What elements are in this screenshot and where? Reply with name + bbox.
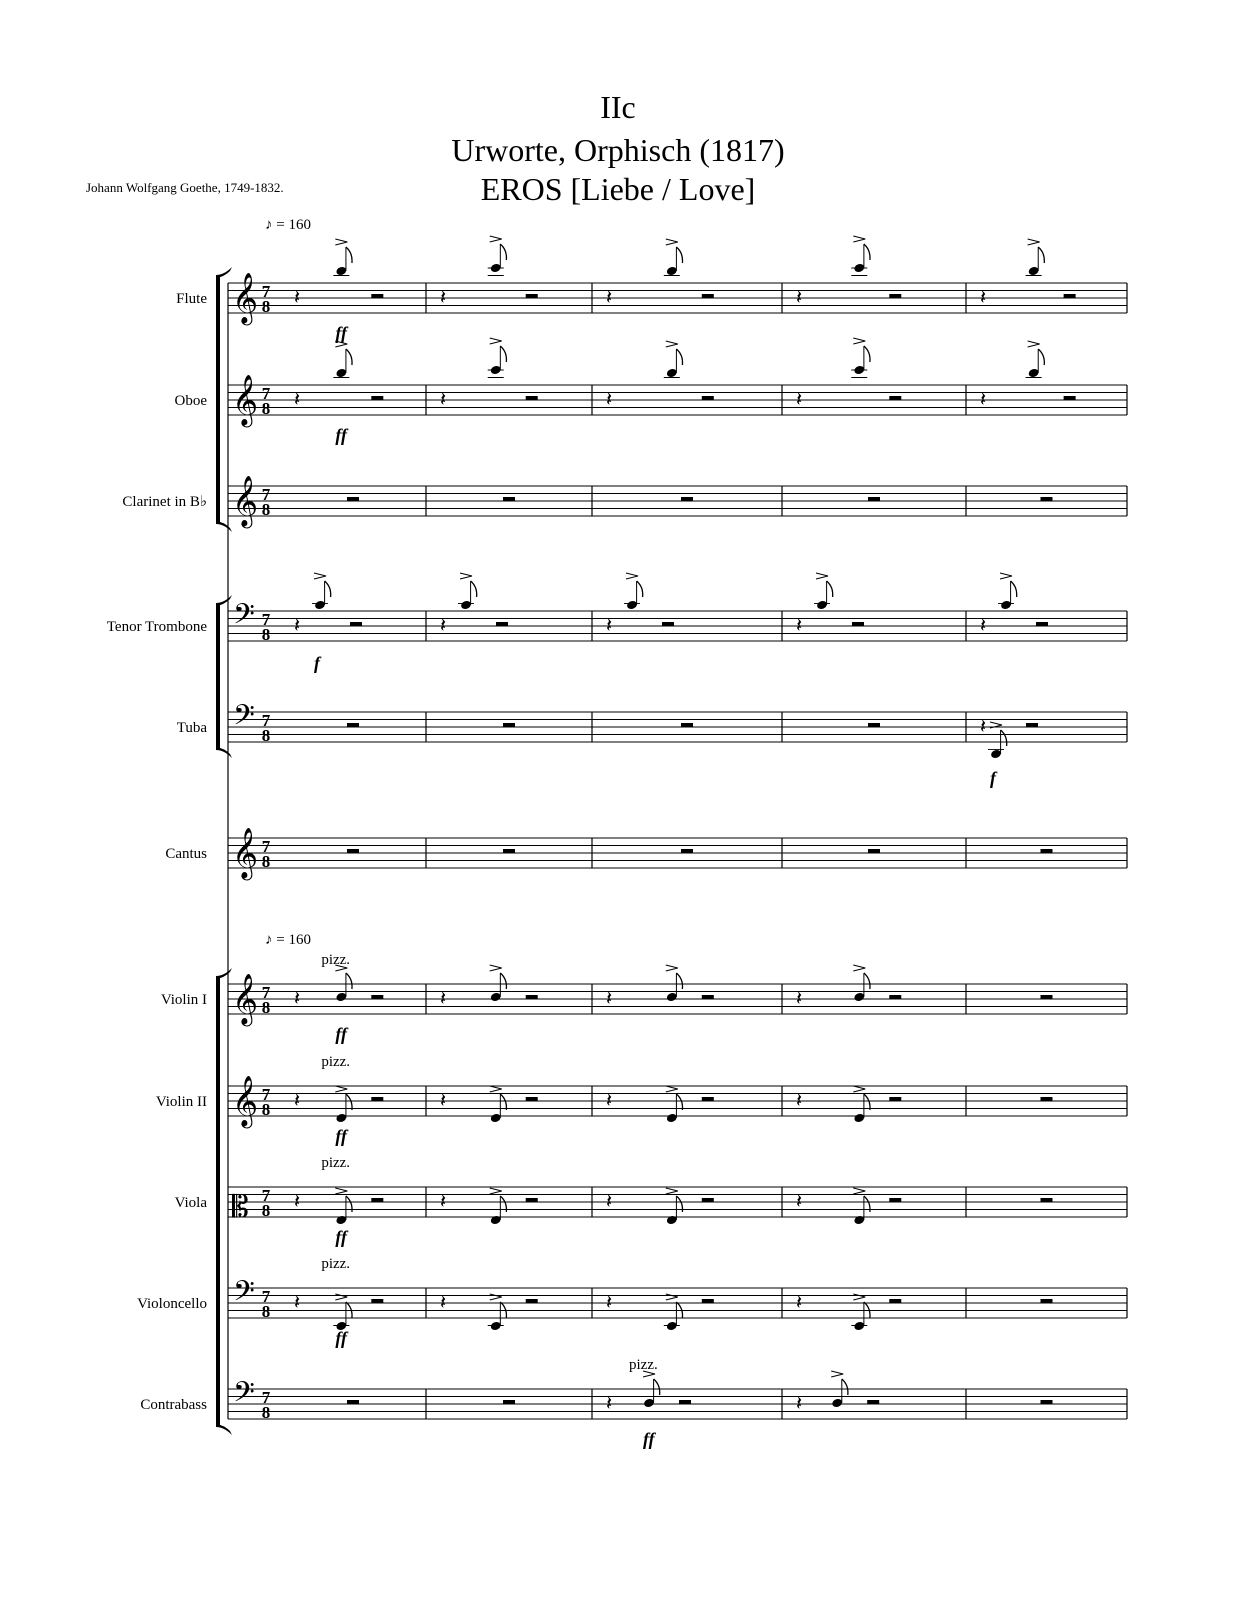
- note-flag: [500, 1302, 506, 1318]
- quarter-rest: 𝄽: [796, 1393, 803, 1415]
- half-rest: [702, 1198, 714, 1202]
- half-rest: [702, 294, 714, 298]
- quarter-rest: 𝄽: [294, 988, 301, 1010]
- half-rest: [371, 1097, 383, 1101]
- accent-mark: [490, 1086, 502, 1092]
- quarter-rest: 𝄽: [294, 1090, 301, 1112]
- time-signature-denominator: 8: [261, 625, 271, 644]
- accent-mark: [490, 1188, 502, 1194]
- accent-mark: [831, 1371, 843, 1377]
- time-signature-numerator: 7: [261, 837, 271, 856]
- accent-mark: [816, 573, 828, 579]
- quarter-rest: 𝄽: [606, 1191, 613, 1213]
- half-rest: [526, 1299, 538, 1303]
- accent-mark: [460, 573, 472, 579]
- measure-rest: [1041, 1299, 1053, 1303]
- time-signature-denominator: 8: [261, 1403, 271, 1422]
- accent-mark: [335, 1086, 347, 1092]
- quarter-rest: 𝄽: [440, 615, 447, 637]
- instrument-name: Violin I: [160, 992, 207, 1008]
- note-flag: [676, 349, 682, 365]
- bass-clef-icon: 𝄢: [233, 701, 255, 738]
- accent-mark: [853, 236, 865, 242]
- technique-marking: pizz.: [321, 1054, 351, 1070]
- bracket-cap-bottom-3: [216, 1424, 232, 1435]
- accent-mark: [853, 338, 865, 344]
- measure-rest: [681, 723, 693, 727]
- note-flag: [864, 973, 870, 989]
- time-signature-numerator: 7: [261, 1388, 271, 1407]
- half-rest: [1064, 294, 1076, 298]
- bass-clef-icon: 𝄢: [233, 600, 255, 637]
- dynamic-marking: ff: [335, 425, 347, 445]
- quarter-rest: 𝄽: [440, 1191, 447, 1213]
- note-flag: [676, 1094, 682, 1110]
- time-signature-numerator: 7: [261, 610, 271, 629]
- note-flag: [864, 1302, 870, 1318]
- quarter-rest: 𝄽: [294, 287, 301, 309]
- time-signature-denominator: 8: [261, 852, 271, 871]
- tempo-marking-winds: ♪ = 160: [265, 217, 311, 233]
- accent-mark: [490, 338, 502, 344]
- treble-clef-icon: 𝄞: [232, 1076, 259, 1126]
- instrument-name: Violoncello: [137, 1296, 207, 1312]
- accent-mark: [1000, 573, 1012, 579]
- accent-mark: [666, 239, 678, 245]
- dynamic-marking: ff: [643, 1429, 655, 1449]
- dynamic-marking: ff: [335, 1227, 347, 1247]
- half-rest: [526, 995, 538, 999]
- quarter-rest: 𝄽: [440, 988, 447, 1010]
- dynamic-marking: ff: [335, 1328, 347, 1348]
- treble-clef-icon: 𝄞: [232, 375, 259, 425]
- time-signature-denominator: 8: [261, 1100, 271, 1119]
- instrument-name: Flute: [176, 291, 207, 307]
- bass-clef-icon: 𝄢: [233, 1378, 255, 1415]
- quarter-rest: 𝄽: [796, 1292, 803, 1314]
- note-flag: [676, 1302, 682, 1318]
- quarter-rest: 𝄽: [294, 1292, 301, 1314]
- half-rest: [889, 294, 901, 298]
- note-flag: [500, 244, 506, 260]
- dynamic-marking: f: [314, 653, 320, 673]
- note-flag: [500, 973, 506, 989]
- note-flag: [500, 346, 506, 362]
- accent-mark: [490, 1294, 502, 1300]
- quarter-rest: 𝄽: [980, 716, 987, 738]
- note-flag: [864, 1094, 870, 1110]
- accent-mark: [666, 1188, 678, 1194]
- half-rest: [1036, 622, 1048, 626]
- accent-mark: [626, 573, 638, 579]
- technique-marking: pizz.: [321, 1256, 351, 1272]
- accent-mark: [490, 965, 502, 971]
- accent-mark: [335, 239, 347, 245]
- quarter-rest: 𝄽: [606, 389, 613, 411]
- measure-rest: [1041, 849, 1053, 853]
- measure-rest: [1041, 1400, 1053, 1404]
- accent-mark: [1028, 341, 1040, 347]
- instrument-name: Cantus: [165, 846, 207, 862]
- bracket-cap-top-1: [216, 595, 232, 606]
- half-rest: [702, 1299, 714, 1303]
- half-rest: [852, 622, 864, 626]
- measure-rest: [347, 497, 359, 501]
- instrument-name: Tuba: [176, 720, 207, 736]
- time-signature-numerator: 7: [261, 983, 271, 1002]
- quarter-rest: 𝄽: [606, 1090, 613, 1112]
- half-rest: [371, 995, 383, 999]
- accent-mark: [314, 573, 326, 579]
- instrument-name: Violin II: [155, 1094, 207, 1110]
- instrument-name: Contrabass: [140, 1397, 207, 1413]
- alto-clef-icon: 𝄡: [232, 1191, 249, 1224]
- accent-mark: [666, 341, 678, 347]
- quarter-rest: 𝄽: [606, 1292, 613, 1314]
- quarter-rest: 𝄽: [796, 1191, 803, 1213]
- time-signature-numerator: 7: [261, 1085, 271, 1104]
- dynamic-marking: ff: [335, 323, 347, 343]
- measure-rest: [347, 1400, 359, 1404]
- quarter-rest: 𝄽: [796, 389, 803, 411]
- half-rest: [679, 1400, 691, 1404]
- measure-rest: [681, 849, 693, 853]
- note-flag: [864, 346, 870, 362]
- half-rest: [867, 1400, 879, 1404]
- quarter-rest: 𝄽: [796, 615, 803, 637]
- quarter-rest: 𝄽: [294, 615, 301, 637]
- note-flag: [346, 247, 352, 263]
- measure-rest: [1041, 1198, 1053, 1202]
- technique-marking: pizz.: [321, 1155, 351, 1171]
- accent-mark: [335, 1188, 347, 1194]
- quarter-rest: 𝄽: [980, 287, 987, 309]
- bracket-group-0: [216, 275, 220, 524]
- note-flag: [471, 581, 477, 597]
- quarter-rest: 𝄽: [294, 1191, 301, 1213]
- time-signature-denominator: 8: [261, 1201, 271, 1220]
- note-flag: [1038, 247, 1044, 263]
- note-flag: [827, 581, 833, 597]
- measure-rest: [503, 1400, 515, 1404]
- bracket-cap-bottom-1: [216, 747, 232, 758]
- half-rest: [702, 1097, 714, 1101]
- half-rest: [889, 1097, 901, 1101]
- technique-marking: pizz.: [629, 1357, 658, 1373]
- dynamic-marking: ff: [335, 1126, 347, 1146]
- bass-clef-icon: 𝄢: [233, 1277, 255, 1314]
- half-rest: [371, 1299, 383, 1303]
- half-rest: [526, 1198, 538, 1202]
- measure-rest: [1041, 995, 1053, 999]
- title-line-1: IIc: [600, 89, 636, 125]
- note-flag: [1038, 349, 1044, 365]
- measure-rest: [347, 723, 359, 727]
- bracket-cap-top-0: [216, 267, 232, 278]
- note-flag: [637, 581, 643, 597]
- half-rest: [350, 622, 362, 626]
- time-signature-denominator: 8: [261, 500, 271, 519]
- half-rest: [702, 396, 714, 400]
- note-flag: [842, 1379, 848, 1395]
- quarter-rest: 𝄽: [440, 1292, 447, 1314]
- quarter-rest: 𝄽: [796, 988, 803, 1010]
- measure-rest: [1041, 497, 1053, 501]
- accent-mark: [853, 1188, 865, 1194]
- note-flag: [346, 973, 352, 989]
- time-signature-numerator: 7: [261, 485, 271, 504]
- dynamic-marking: f: [990, 768, 996, 788]
- note-flag: [864, 244, 870, 260]
- measure-rest: [1041, 1097, 1053, 1101]
- half-rest: [371, 1198, 383, 1202]
- time-signature-denominator: 8: [261, 399, 271, 418]
- accent-mark: [666, 1086, 678, 1092]
- time-signature-denominator: 8: [261, 1302, 271, 1321]
- quarter-rest: 𝄽: [606, 988, 613, 1010]
- instrument-name: Tenor Trombone: [106, 619, 207, 635]
- note-flag: [1001, 730, 1007, 746]
- accent-mark: [1028, 239, 1040, 245]
- measure-rest: [347, 849, 359, 853]
- note-flag: [325, 581, 331, 597]
- half-rest: [496, 622, 508, 626]
- accent-mark: [853, 1086, 865, 1092]
- treble-clef-icon: 𝄞: [232, 828, 259, 878]
- dynamic-marking: ff: [335, 1024, 347, 1044]
- bracket-group-1: [216, 603, 220, 750]
- quarter-rest: 𝄽: [440, 389, 447, 411]
- measure-rest: [868, 849, 880, 853]
- measure-rest: [868, 497, 880, 501]
- half-rest: [371, 396, 383, 400]
- quarter-rest: 𝄽: [440, 1090, 447, 1112]
- quarter-rest: 𝄽: [796, 287, 803, 309]
- treble-clef-icon: 𝄞: [232, 476, 259, 526]
- half-rest: [889, 995, 901, 999]
- time-signature-numerator: 7: [261, 1186, 271, 1205]
- technique-marking: pizz.: [321, 952, 351, 968]
- measure-rest: [868, 723, 880, 727]
- tempo-marking-strings: ♪ = 160: [265, 932, 311, 948]
- time-signature-numerator: 7: [261, 384, 271, 403]
- measure-rest: [503, 497, 515, 501]
- measure-rest: [503, 723, 515, 727]
- measure-rest: [681, 497, 693, 501]
- quarter-rest: 𝄽: [796, 1090, 803, 1112]
- note-flag: [676, 247, 682, 263]
- half-rest: [702, 995, 714, 999]
- note-flag: [676, 973, 682, 989]
- accent-mark: [666, 965, 678, 971]
- half-rest: [889, 1299, 901, 1303]
- treble-clef-icon: 𝄞: [232, 974, 259, 1024]
- quarter-rest: 𝄽: [294, 389, 301, 411]
- time-signature-numerator: 7: [261, 282, 271, 301]
- note-flag: [1011, 581, 1017, 597]
- accent-mark: [490, 236, 502, 242]
- time-signature-denominator: 8: [261, 998, 271, 1017]
- time-signature-numerator: 7: [261, 1287, 271, 1306]
- instrument-name: Oboe: [174, 393, 207, 409]
- time-signature-numerator: 7: [261, 711, 271, 730]
- half-rest: [889, 1198, 901, 1202]
- accent-mark: [335, 1294, 347, 1300]
- note-flag: [346, 1302, 352, 1318]
- accent-mark: [853, 1294, 865, 1300]
- bracket-cap-bottom-0: [216, 521, 232, 532]
- half-rest: [526, 396, 538, 400]
- measure-rest: [503, 849, 515, 853]
- quarter-rest: 𝄽: [980, 389, 987, 411]
- note-flag: [346, 1094, 352, 1110]
- composer-credit: Johann Wolfgang Goethe, 1749-1832.: [86, 180, 284, 195]
- treble-clef-icon: 𝄞: [232, 273, 259, 323]
- half-rest: [1026, 723, 1038, 727]
- time-signature-denominator: 8: [261, 297, 271, 316]
- accent-mark: [853, 965, 865, 971]
- half-rest: [526, 1097, 538, 1101]
- half-rest: [526, 294, 538, 298]
- time-signature-denominator: 8: [261, 726, 271, 745]
- quarter-rest: 𝄽: [606, 615, 613, 637]
- note-flag: [500, 1094, 506, 1110]
- bracket-group-3: [216, 976, 220, 1427]
- quarter-rest: 𝄽: [606, 1393, 613, 1415]
- half-rest: [889, 396, 901, 400]
- half-rest: [662, 622, 674, 626]
- bracket-cap-top-3: [216, 968, 232, 979]
- note-flag: [654, 1379, 660, 1395]
- quarter-rest: 𝄽: [440, 287, 447, 309]
- half-rest: [1064, 396, 1076, 400]
- half-rest: [371, 294, 383, 298]
- accent-mark: [666, 1294, 678, 1300]
- instrument-name: Viola: [174, 1195, 207, 1211]
- title-line-3: EROS [Liebe / Love]: [480, 171, 756, 207]
- note-flag: [346, 349, 352, 365]
- quarter-rest: 𝄽: [606, 287, 613, 309]
- quarter-rest: 𝄽: [980, 615, 987, 637]
- instrument-name: Clarinet in B♭: [122, 494, 207, 510]
- title-line-2: Urworte, Orphisch (1817): [451, 132, 785, 168]
